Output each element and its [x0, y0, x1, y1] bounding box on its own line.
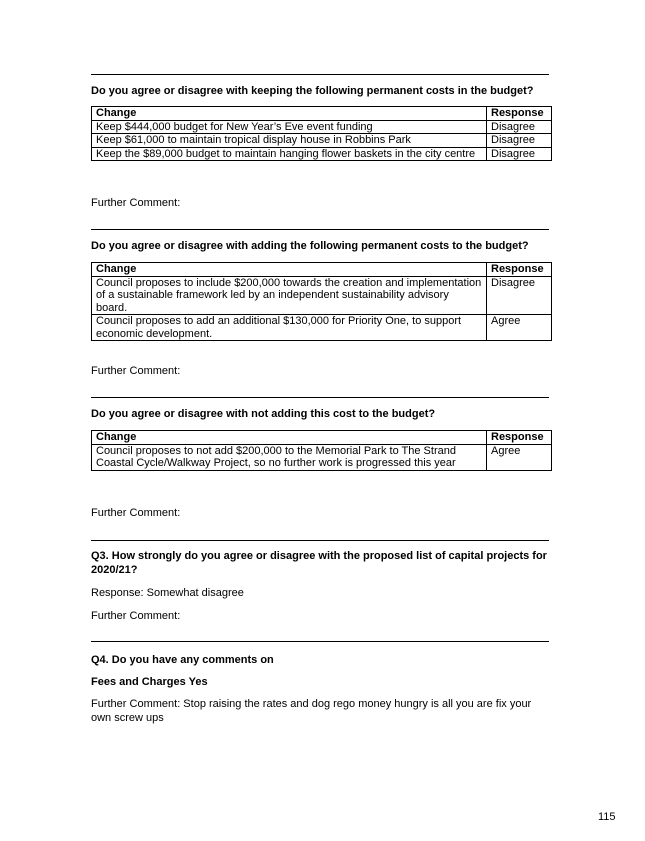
section-divider [91, 229, 549, 230]
change-cell: Council proposes to include $200,000 towards the creation and implementation of a sustainable framework led by an independent sustainability advisory board. [92, 276, 487, 315]
question-add-costs: Do you agree or disagree with adding the following permanent costs to the budget? [91, 240, 529, 252]
response-cell: Agree [487, 315, 552, 341]
further-comment-label: Further Comment: [91, 507, 181, 519]
change-cell: Keep the $89,000 budget to maintain hanging flower baskets in the city centre [92, 147, 487, 161]
add-costs-table [91, 262, 552, 341]
section-divider [91, 540, 549, 541]
response-cell: Disagree [487, 120, 552, 134]
section-divider [91, 397, 549, 398]
further-comment-label: Further Comment: [91, 197, 181, 209]
column-header-change: Change [92, 107, 487, 121]
response-cell: Agree [487, 444, 552, 470]
question-keep-costs: Do you agree or disagree with keeping the following permanent costs in the budget? [91, 85, 534, 97]
section-divider [91, 641, 549, 642]
table-row [92, 315, 552, 341]
page-number: 115 [598, 811, 616, 823]
q3-response: Response: Somewhat disagree [91, 587, 244, 599]
section-divider [91, 74, 549, 75]
question-not-add-cost: Do you agree or disagree with not adding this cost to the budget? [91, 408, 436, 420]
table-row [92, 276, 552, 315]
q4-subheading: Fees and Charges Yes [91, 676, 208, 688]
change-cell: Council proposes to add an additional $130,000 for Priority One, to support economic development. [92, 315, 487, 341]
response-cell: Disagree [487, 147, 552, 161]
column-header-response: Response [487, 107, 552, 121]
column-header-change: Change [92, 263, 487, 277]
further-comment-label: Further Comment: [91, 365, 181, 377]
change-cell: Keep $61,000 to maintain tropical display house in Robbins Park [92, 134, 487, 148]
column-header-response: Response [487, 263, 552, 277]
keep-costs-table [91, 106, 552, 161]
question-q4: Q4. Do you have any comments on [91, 654, 274, 666]
table-row [92, 134, 552, 148]
column-header-change: Change [92, 431, 487, 445]
further-comment-label: Further Comment: [91, 610, 181, 622]
table-row [92, 120, 552, 134]
change-cell: Keep $444,000 budget for New Year’s Eve event funding [92, 120, 487, 134]
response-cell: Disagree [487, 276, 552, 315]
table-header-row [92, 263, 552, 277]
change-cell: Council proposes to not add $200,000 to the Memorial Park to The Strand Coastal Cycle/Walkway Project, so no further work is progressed this year [92, 444, 487, 470]
table-header-row [92, 107, 552, 121]
q4-further-comment: Further Comment: Stop raising the rates and dog rego money hungry is all you are fix your own screw ups [91, 698, 532, 724]
question-q3: Q3. How strongly do you agree or disagree with the proposed list of capital projects for 2020/21? [91, 550, 547, 576]
table-row [92, 147, 552, 161]
not-add-cost-table [91, 430, 552, 471]
table-header-row [92, 431, 552, 445]
response-cell: Disagree [487, 134, 552, 148]
column-header-response: Response [487, 431, 552, 445]
table-row [92, 444, 552, 470]
